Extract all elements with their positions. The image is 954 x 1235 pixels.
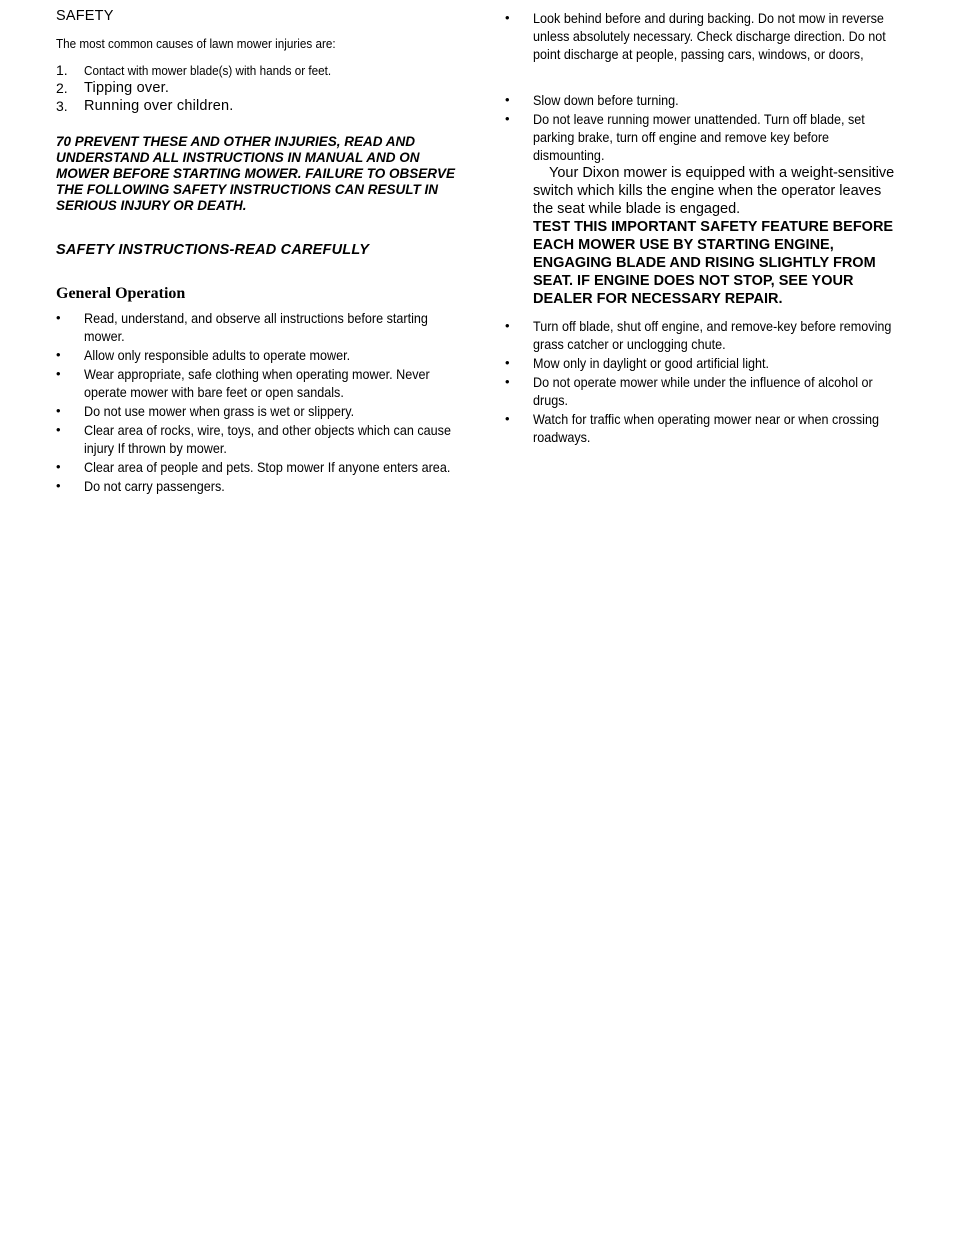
list-item xyxy=(56,458,456,476)
bullet-icon: • xyxy=(56,403,61,418)
warning-paragraph: 70 PREVENT THESE AND OTHER INJURIES, READ AND UNDERSTAND ALL INSTRUCTIONS IN MANUAL AND ON MOWER BEFORE STARTING MOWER. FAILURE TO OBSERVE THE FOLLOWING SAFETY INSTRUCTIONS CAN RESULT IN SERIOUS INJURY OR DEATH. xyxy=(56,134,456,213)
bullet-icon: • xyxy=(56,366,61,381)
item-text: Running over children. xyxy=(84,98,234,114)
list-item-text: Look behind before and during backing. Do not mow in reverse unless absolutely necessary. Check discharge direction. Do not point discharge at people, passing cars, windows, or doors, xyxy=(533,10,886,62)
bullet-icon: • xyxy=(56,310,61,325)
list-item xyxy=(505,373,897,409)
list-item-text: Wear appropriate, safe clothing when operating mower. Never operate mower with bare feet or open sandals. xyxy=(84,366,430,400)
bullet-icon: • xyxy=(56,347,61,362)
item-text: Contact with mower blade(s) with hands or feet. xyxy=(84,63,332,78)
item-text: Tipping over. xyxy=(84,80,170,96)
bullet-icon: • xyxy=(505,374,510,389)
list-item-text: Clear area of people and pets. Stop mower If anyone enters area. xyxy=(84,459,451,475)
numbered-item xyxy=(56,62,456,80)
bullet-icon: • xyxy=(505,355,510,370)
list-item-text: Clear area of rocks, wire, toys, and other objects which can cause injury If thrown by mower. xyxy=(84,422,451,456)
seat-switch-warning: TEST THIS IMPORTANT SAFETY FEATURE BEFORE EACH MOWER USE BY STARTING ENGINE, ENGAGING BLADE AND RISING SLIGHTLY FROM SEAT. IF ENGINE DOES NOT STOP, SEE YOUR DEALER FOR NECESSARY REPAIR. xyxy=(533,219,894,307)
list-item xyxy=(56,309,456,345)
bullet-icon: • xyxy=(505,111,510,126)
bullet-icon: • xyxy=(505,92,510,107)
list-item xyxy=(56,365,456,401)
intro-text: The most common causes of lawn mower injuries are: xyxy=(56,36,336,51)
bullet-icon: • xyxy=(505,411,510,426)
list-item xyxy=(505,317,897,353)
general-operation-heading: General Operation xyxy=(56,285,186,302)
list-item-text: Watch for traffic when operating mower near or when crossing roadways. xyxy=(533,411,879,445)
list-item xyxy=(505,410,897,446)
list-item-text: Do not carry passengers. xyxy=(84,478,225,494)
list-item-text: Read, understand, and observe all instructions before starting mower. xyxy=(84,310,428,344)
bullet-icon: • xyxy=(56,459,61,474)
item-number: 2. xyxy=(56,80,68,96)
numbered-item xyxy=(56,80,456,98)
general-operation-list xyxy=(56,309,456,496)
safety-instructions-heading: SAFETY INSTRUCTIONS-READ CAREFULLY xyxy=(56,242,370,258)
bullet-icon: • xyxy=(505,318,510,333)
list-item xyxy=(56,421,456,457)
bullet-icon: • xyxy=(56,422,61,437)
list-item-text: Allow only responsible adults to operate mower. xyxy=(84,347,351,363)
numbered-item xyxy=(56,98,456,116)
list-item xyxy=(56,402,456,420)
bullet-icon: • xyxy=(56,478,61,493)
list-item-text: Do not use mower when grass is wet or slippery. xyxy=(84,403,355,419)
list-item-text: Mow only in daylight or good artificial light. xyxy=(533,355,770,371)
seat-switch-paragraph xyxy=(533,164,895,308)
bullet-icon: • xyxy=(505,10,510,25)
additional-safety-list xyxy=(505,317,897,447)
list-item xyxy=(505,91,897,109)
backing-list xyxy=(505,9,897,64)
turning-list xyxy=(505,91,897,165)
injury-causes-list xyxy=(56,62,456,116)
list-item xyxy=(505,110,897,164)
list-item xyxy=(505,9,897,63)
list-item-text: Do not operate mower while under the influence of alcohol or drugs. xyxy=(533,374,873,408)
list-item-text: Do not leave running mower unattended. Turn off blade, set parking brake, turn off engine and remove key before dismounting. xyxy=(533,111,865,163)
list-item-text: Turn off blade, shut off engine, and remove-key before removing grass catcher or unclogging chute. xyxy=(533,318,892,352)
list-item-text: Slow down before turning. xyxy=(533,92,679,108)
list-item xyxy=(56,346,456,364)
section-title: SAFETY xyxy=(56,8,114,24)
seat-switch-text: Your Dixon mower is equipped with a weight-sensitive switch which kills the engine when the operator leaves the seat while blade is engaged. xyxy=(533,165,895,217)
list-item xyxy=(505,354,897,372)
list-item xyxy=(56,477,456,495)
item-number: 3. xyxy=(56,98,68,114)
item-number: 1. xyxy=(56,62,68,78)
